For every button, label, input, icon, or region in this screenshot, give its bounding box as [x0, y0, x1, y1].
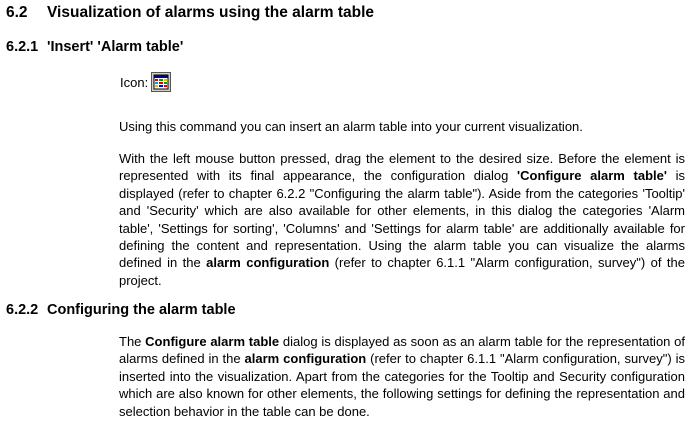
subsection-title: Configuring the alarm table [47, 302, 236, 318]
subsection-title: 'Insert' 'Alarm table' [47, 39, 184, 55]
section-title: Visualization of alarms using the alarm table [47, 4, 375, 21]
section-number: 6.2 [6, 4, 28, 21]
text-run: The [119, 334, 146, 349]
alarm-table-icon [151, 72, 171, 92]
paragraph-configuring [119, 333, 685, 420]
bold-dialog-name: Configure alarm table [145, 334, 280, 349]
subsection-number: 6.2.1 [6, 39, 39, 55]
subsection-heading-insert [6, 39, 183, 55]
bold-alarm-configuration: alarm configuration [206, 255, 330, 271]
text-run: is displayed (refer to chapter 6.2.2 "Configuring the alarm table"). Aside from the categories 'Tooltip' and 'Security' which are also available for other elements, in this dialog the categories 'Alarm table', 'Settings for sorting', 'Columns' and 'Settings for alarm table' are additionally available for defining the content and representation. Using the alarm table you can visualize the alarms defined in the [119, 168, 685, 271]
subsection-number: 6.2.2 [6, 302, 39, 318]
icon-line [120, 72, 171, 92]
paragraph-insert-details [119, 150, 685, 289]
text-run: With the left mouse button pressed, drag the element to the desired size. Before the element is represented with its final appearance, the configuration dialog [119, 151, 685, 184]
section-heading [6, 4, 374, 22]
icon-label: Icon: [120, 75, 149, 90]
text-run: (refer to chapter 6.1.1 "Alarm configuration, survey") is inserted into the visualization. Apart from the categories for the Tooltip and Security configuration which are also known for other elements, the following settings for defining the representation and selection behavior in the table can be done. [119, 351, 686, 419]
bold-dialog-name: 'Configure alarm table' [517, 168, 667, 184]
paragraph-insert-command: Using this command you can insert an alarm table into your current visualization. [119, 119, 583, 134]
bold-alarm-configuration: alarm configuration [244, 351, 367, 367]
subsection-heading-configuring [6, 302, 236, 318]
text-run: dialog is displayed as soon as an alarm table for the representation of alarms defined in the [119, 334, 686, 367]
text-run: (refer to chapter 6.1.1 "Alarm configuration, survey") of the project. [119, 255, 685, 288]
